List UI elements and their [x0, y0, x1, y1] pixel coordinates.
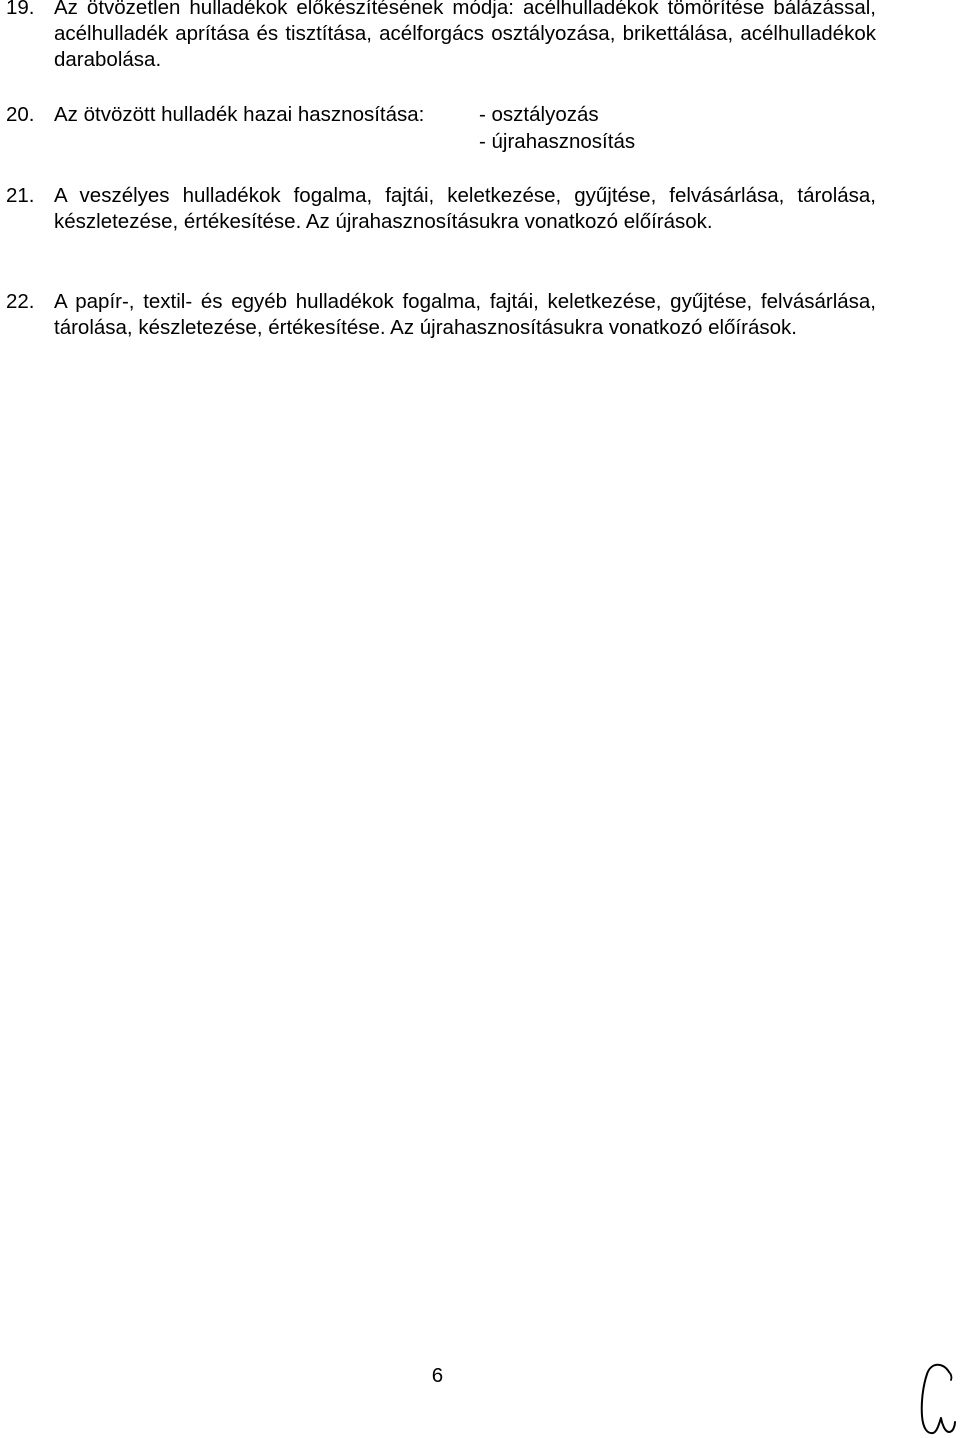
sub-item-ujrahasznositas: - újrahasznosítás: [479, 130, 636, 153]
item-number: 22.: [6, 290, 35, 313]
handwritten-signature-icon: [915, 1360, 957, 1438]
page-number: 6: [431, 1364, 444, 1387]
item-number: 20.: [6, 103, 35, 126]
item-text: A veszélyes hulladékok fogalma, fajtái, keletkezése, gyűjtése, felvásárlása, tárolása, készletezése, értékesítése. Az újrahasznosításukra vonatkozó előírások.: [54, 184, 876, 233]
item-text: A papír-, textil- és egyéb hulladékok fogalma, fajtái, keletkezése, gyűjtése, felvásárlása, tárolása, készletezése, értékesítése. Az újrahasznosításukra vonatkozó előírások.: [54, 290, 876, 339]
sub-item-osztalyozas: - osztályozás: [479, 103, 599, 126]
item-number: 21.: [6, 184, 35, 207]
item-text: Az ötvözetlen hulladékok előkészítésének módja: acélhulladékok tömörítése bálázással, acélhulladék aprítása és tisztítása, acélforgács osztályozása, brikettálása, acélhulladékok darabolása.: [54, 0, 876, 71]
item-number: 19.: [6, 0, 35, 19]
item-text: Az ötvözött hulladék hazai hasznosítása:: [54, 103, 425, 126]
